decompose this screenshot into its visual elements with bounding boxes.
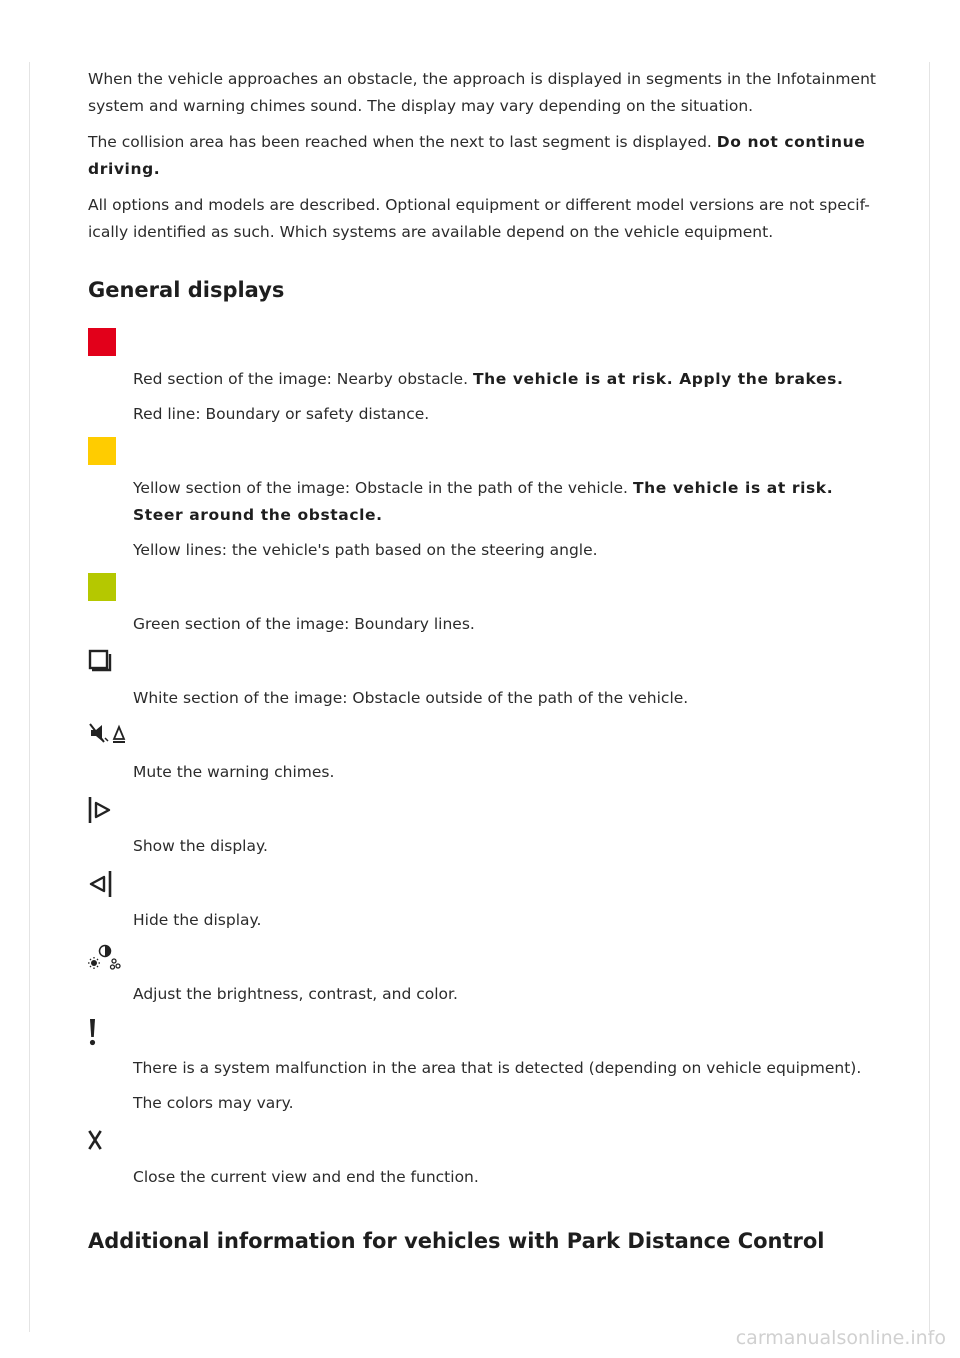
mute-speaker-icon xyxy=(88,721,128,747)
section-heading-general-displays: General displays xyxy=(88,278,285,302)
malfunction-colors-note: The colors may vary. xyxy=(133,1094,294,1112)
yellow-description-text: Yellow section of the image: Obstacle in the path of the vehicle. xyxy=(133,479,628,497)
red-square-icon xyxy=(88,328,116,356)
display-item-show xyxy=(88,795,878,860)
display-item-close xyxy=(88,1126,878,1191)
intro-paragraph-2-text: The collision area has been reached when the next to last segment is displayed. xyxy=(88,133,712,151)
yellow-description xyxy=(133,475,878,529)
brightness-contrast-color-icon xyxy=(88,943,122,973)
malfunction-description: There is a system malfunction in the area that is detected (depending on vehicle equipment). xyxy=(133,1059,862,1077)
yellow-description-warning: The vehicle is at risk. Steer around the obstacle. xyxy=(133,479,834,524)
green-description: Green section of the image: Boundary lines. xyxy=(133,615,475,633)
mute-description: Mute the warning chimes. xyxy=(133,763,335,781)
red-line-description: Red line: Boundary or safety distance. xyxy=(133,405,430,423)
yellow-square-icon xyxy=(88,437,116,465)
section-heading-additional-info: Additional information for vehicles with Park Distance Control xyxy=(88,1229,825,1253)
right-margin-rule xyxy=(929,62,930,1332)
yellow-lines-description: Yellow lines: the vehicle's path based on the steering angle. xyxy=(133,541,598,559)
display-item-white xyxy=(88,647,878,712)
intro-paragraph-1: When the vehicle approaches an obstacle, the approach is displayed in segments in the Infotainment system and warning chimes sound. The display may vary depending on the situation. xyxy=(88,70,876,115)
show-description: Show the display. xyxy=(133,837,268,855)
show-display-icon xyxy=(88,795,114,825)
display-item-adjust xyxy=(88,943,878,1008)
green-square-icon xyxy=(88,573,116,601)
display-item-mute xyxy=(88,721,878,786)
red-description xyxy=(133,366,878,393)
red-description-warning: The vehicle is at risk. Apply the brakes. xyxy=(472,370,844,388)
red-description-text: Red section of the image: Nearby obstacle. xyxy=(133,370,468,388)
exclamation-icon xyxy=(88,1017,102,1047)
display-item-malfunction xyxy=(88,1017,878,1117)
close-x-icon xyxy=(88,1126,104,1152)
intro-paragraph-2-warning: Do not continue driving. xyxy=(88,133,866,178)
intro-paragraph-3: All options and models are described. Optional equipment or different model versions are not specif-ically identified as such. Which systems are available depend on the vehicle equipment. xyxy=(88,196,870,241)
hide-description: Hide the display. xyxy=(133,911,262,929)
left-margin-rule xyxy=(29,62,30,1332)
white-square-outline-icon xyxy=(88,647,112,673)
close-description: Close the current view and end the function. xyxy=(133,1168,479,1186)
adjust-description: Adjust the brightness, contrast, and color. xyxy=(133,985,458,1003)
hide-display-icon xyxy=(88,869,114,899)
watermark: carmanualsonline.info xyxy=(735,1327,946,1349)
display-item-yellow xyxy=(88,437,878,564)
display-item-green xyxy=(88,573,878,638)
display-item-hide xyxy=(88,869,878,934)
white-description: White section of the image: Obstacle outside of the path of the vehicle. xyxy=(133,689,689,707)
intro-paragraph-2 xyxy=(88,129,878,183)
manual-page-content xyxy=(88,66,878,1279)
display-item-red xyxy=(88,328,878,428)
